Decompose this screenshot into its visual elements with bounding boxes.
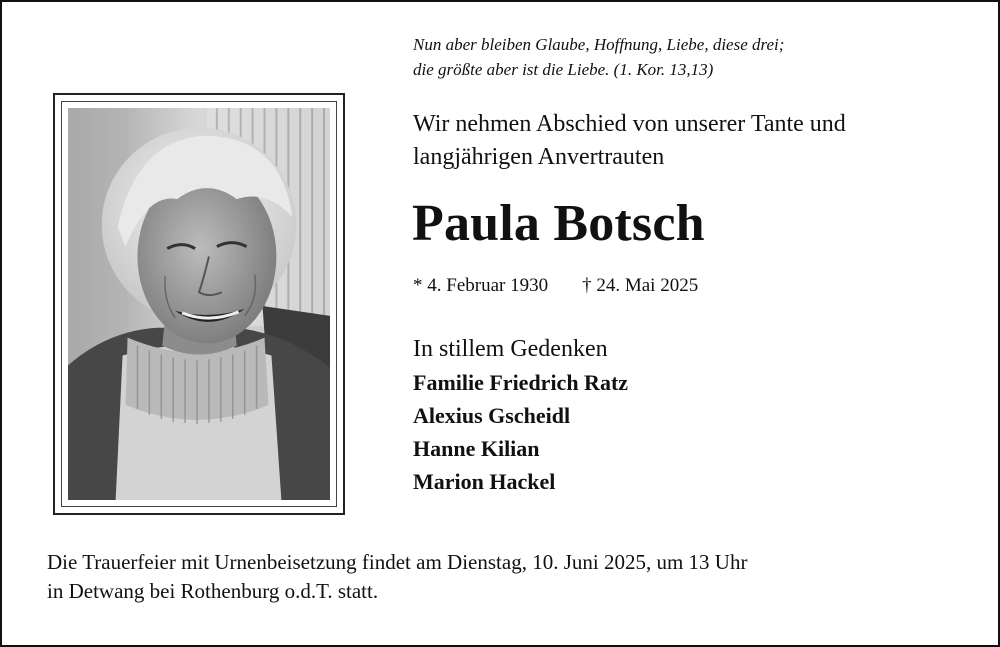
- service-line: Die Trauerfeier mit Urnenbeisetzung findet am Dienstag, 10. Juni 2025, um 13 Uhr: [47, 550, 748, 574]
- quote-line: Nun aber bleiben Glaube, Hoffnung, Liebe, diese drei;: [413, 35, 785, 54]
- mourner-name: Alexius Gscheidl: [413, 403, 571, 428]
- memorial-heading: In stillem Gedenken: [413, 336, 608, 362]
- quote-line: die größte aber ist die Liebe. (1. Kor. 13,13): [413, 60, 714, 79]
- intro-line: Wir nehmen Abschied von unserer Tante und: [413, 111, 846, 137]
- deceased-name: Paula Botsch: [412, 195, 705, 252]
- funeral-service-info: [47, 548, 967, 606]
- mourner-name: Familie Friedrich Ratz: [413, 370, 629, 395]
- mourner-name: Hanne Kilian: [413, 436, 540, 461]
- portrait-photo: [68, 108, 330, 500]
- intro-line: langjährigen Anvertrauten: [413, 144, 665, 170]
- mourner-name: Marion Hackel: [413, 469, 556, 494]
- portrait-inner-border: [61, 101, 337, 507]
- mourners-list: [413, 366, 628, 498]
- death-date: † 24. Mai 2025: [582, 275, 699, 296]
- portrait-illustration: [68, 108, 330, 500]
- bible-quote: [413, 32, 973, 82]
- portrait-frame: [53, 93, 345, 515]
- farewell-intro: [413, 108, 973, 174]
- service-line: in Detwang bei Rothenburg o.d.T. statt.: [47, 579, 379, 603]
- birth-date: * 4. Februar 1930: [413, 275, 549, 296]
- life-dates: [413, 272, 698, 300]
